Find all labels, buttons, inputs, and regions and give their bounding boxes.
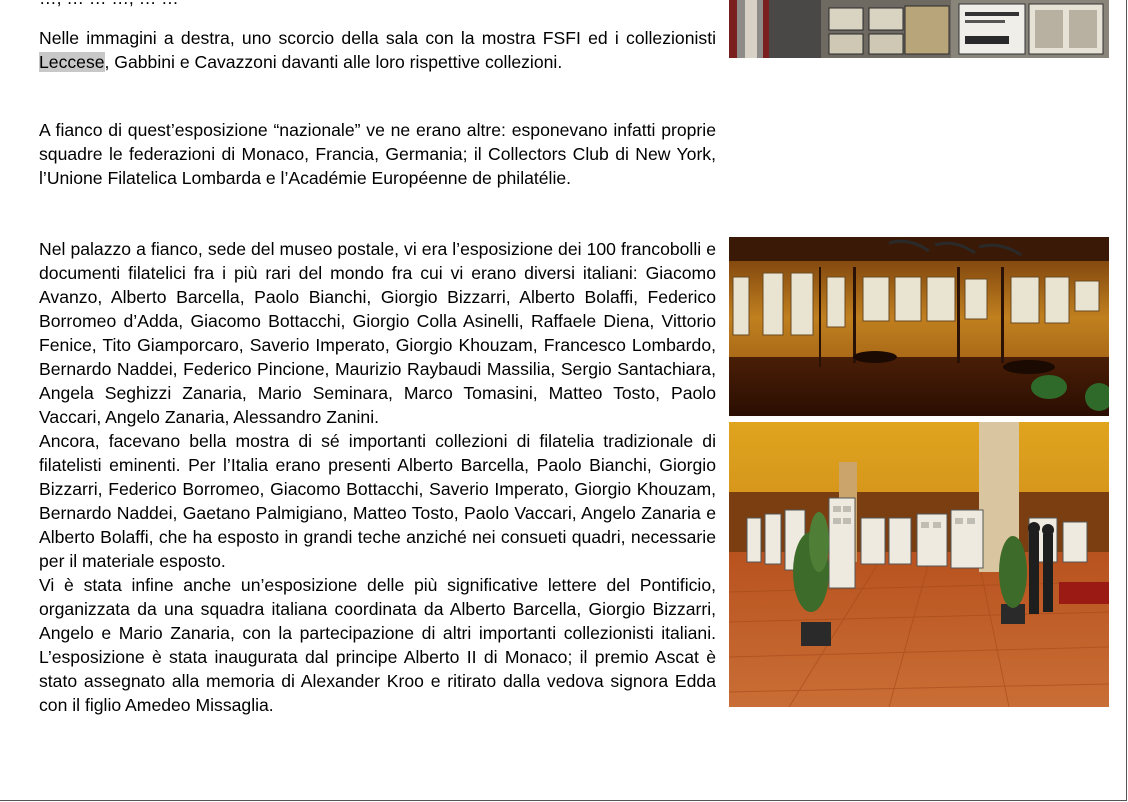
- paragraph-5-text: Vi è stata infine anche un’esposizione delle più significative lettere del Pontificio, organizzata da una squadra italiana coordinata da Alberto Barcella, Giorgio Bizzarri, Angelo e Mario Zanaria, con la partecipazione di altri importanti collezionisti italiani. L’esposizione è stata inaugurata dal principe Alberto II di Monaco; il premio Ascat è stato assegnato alla memoria di Alexander Kroo e ritirato dalla vedova signora Edda con il figlio Amedeo Missaglia.: [39, 575, 716, 715]
- highlighted-word[interactable]: Leccese: [39, 52, 105, 72]
- museum-exhibit-photo: [729, 237, 1109, 416]
- paragraph-2: [39, 118, 716, 190]
- paragraph-4-text: Ancora, facevano bella mostra di sé importanti collezioni di filatelia tradizionale di filatelisti eminenti. Per l’Italia erano presenti Alberto Barcella, Paolo Bianchi, Giorgio Bizzarri, Federico Borromeo, Giacomo Bottacchi, Saverio Imperato, Giorgio Khouzam, Bernardo Naddei, Gaetano Palmigiano, Matteo Tosto, Paolo Vaccari, Angelo Zanaria e Alberto Bolaffi, che ha esposto in grandi teche anziché nei consueti quadri, necessarie per il materiale esposto.: [39, 431, 716, 571]
- paragraph-1-text-b: , Gabbini e Cavazzoni davanti alle loro rispettive collezioni.: [104, 52, 563, 72]
- collectors-photo: [729, 0, 1109, 58]
- cut-off-line: [39, 0, 716, 10]
- exhibition-hall-photo: [729, 422, 1109, 707]
- paragraph-1: [39, 26, 716, 74]
- paragraph-2-text: A fianco di quest’esposizione “nazionale” ve ne erano altre: esponevano infatti proprie squadre le federazioni di Monaco, Francia, Germania; il Collectors Club di New York, l’Unione Filatelica Lombarda e l’Académie Européenne de philatélie.: [39, 120, 716, 188]
- paragraph-1-text-a: Nelle immagini a destra, uno scorcio della sala con la mostra FSFI ed i collezionisti: [39, 28, 716, 48]
- text-block: [39, 237, 716, 717]
- paragraph-3-text: Nel palazzo a fianco, sede del museo postale, vi era l’esposizione dei 100 francobolli e documenti filatelici fra i più rari del mondo fra cui vi erano diversi italiani: Giacomo Avanzo, Alberto Barcella, Paolo Bianchi, Giorgio Bizzarri, Alberto Bolaffi, Federico Borromeo d’Adda, Giacomo Bottacchi, Giorgio Colla Asinelli, Raffaele Diena, Vittorio Fenice, Tito Giamporcaro, Saverio Imperato, Giorgio Khouzam, Francesco Lombardo, Bernardo Naddei, Federico Pincione, Maurizio Raybaudi Massilia, Sergio Santachiara, Angela Seghizzi Zanaria, Mario Seminara, Marco Tomasini, Matteo Tosto, Paolo Vaccari, Angelo Zanaria, Alessandro Zanini.: [39, 239, 716, 427]
